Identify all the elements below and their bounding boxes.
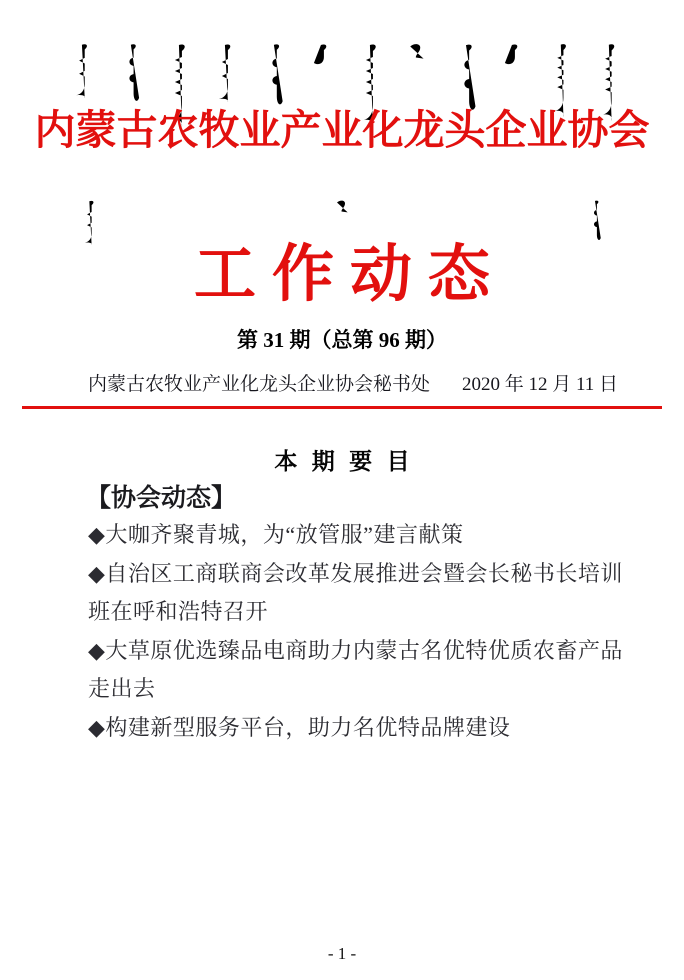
mongolian-word-icon [201,42,249,102]
mongolian-word-icon [0,199,179,245]
publish-date: 2020 年 12 月 11 日 [461,374,618,395]
toc-line: 走出去 [88,676,156,701]
mongolian-word-icon [393,42,441,62]
bulletin-title: 工作动态 [193,241,506,309]
table-of-contents [88,516,623,747]
toc-line: 班在呼和浩特召开 [88,599,269,624]
toc-line: ◆大咖齐聚青城，为“放管服”建言献策 [88,522,464,547]
publisher-date-row [88,373,618,398]
mongolian-word-icon [249,42,297,112]
page-number: - 1 - [327,944,357,963]
red-divider-rule [22,406,662,409]
mongolian-word-icon [297,42,345,68]
organization-title: 内蒙古农牧业产业化龙头企业协会 [34,107,650,153]
mongolian-word-icon [253,199,432,215]
toc-line: ◆构建新型服务平台，助力名优特品牌建设 [88,714,511,740]
mongolian-word-icon [106,42,154,108]
issue-number-line: 第 31 期（总第 96 期） [237,328,447,352]
toc-line: ◆自治区工商联商会改革发展推进会暨会长秘书长培训 [88,560,623,586]
toc-line: ◆大草原优选臻品电商助力内蒙古名优特优质农畜产品 [88,637,623,663]
mongolian-script-middle-row [0,199,684,245]
mongolian-word-icon [488,42,536,68]
mongolian-word-icon [58,42,106,98]
contents-heading: 本 期 要 目 [274,448,414,474]
section-label: 【协会动态】 [86,484,237,512]
mongolian-word-icon [505,199,684,245]
publisher-name: 内蒙古农牧业产业化龙头企业协会秘书处 [88,374,431,395]
